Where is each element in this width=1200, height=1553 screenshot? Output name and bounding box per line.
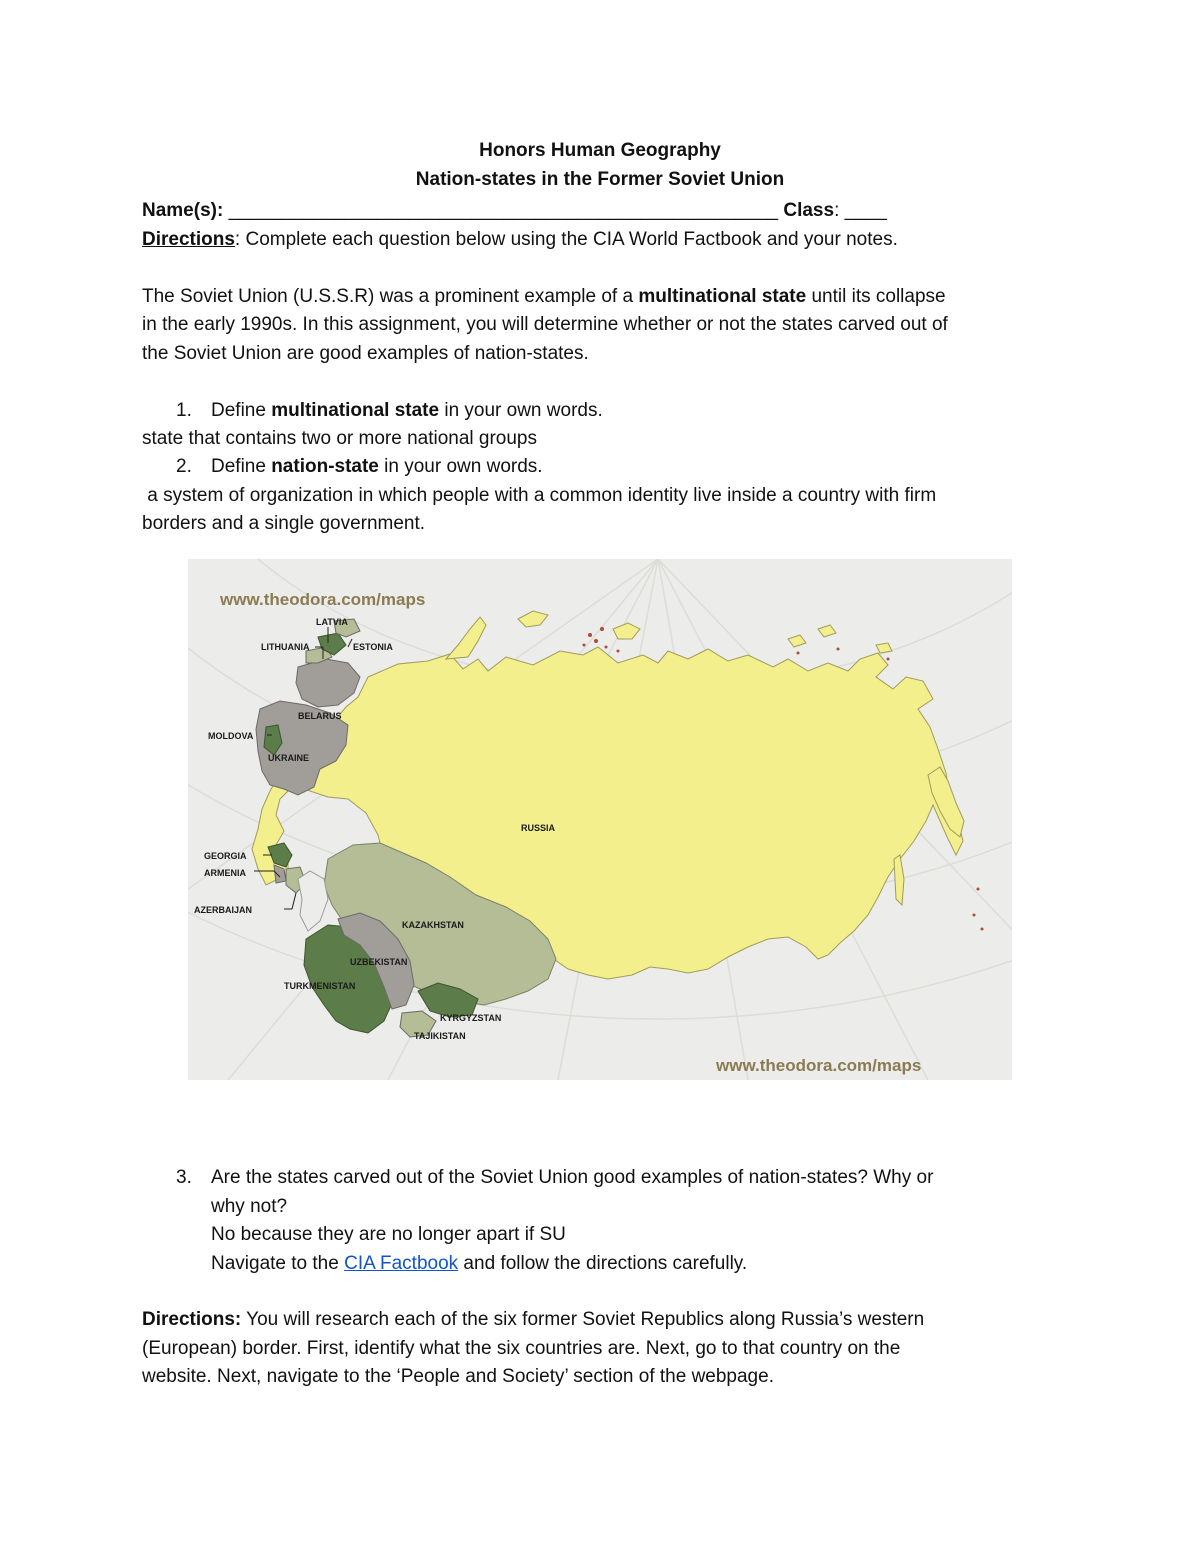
intro-line-2: in the early 1990s. In this assignment, you will determine whether or not the states carved out of [142,314,948,335]
map-svg [188,559,1012,1080]
label-georgia: GEORGIA [204,851,247,861]
label-armenia: ARMENIA [204,868,246,878]
label-lithuania: LITHUANIA [261,642,310,652]
label-moldova: MOLDOVA [208,731,254,741]
directions2-line-2: (European) border. First, identify what the six countries are. Next, go to that country on the [142,1338,901,1359]
caspian-sea [298,871,328,931]
label-russia: RUSSIA [521,823,556,833]
soviet-union-map [188,559,1012,1080]
label-ukraine: UKRAINE [268,753,310,763]
question-2-answer-line-1[interactable]: a system of organization in which people with a common identity live inside a country with firm [142,485,937,506]
label-latvia: LATVIA [316,617,348,627]
q1-term: multinational state [271,400,440,421]
question-1-text [211,397,603,425]
question-1-number: 1. [176,400,192,421]
cia-factbook-link[interactable]: CIA Factbook [344,1253,459,1274]
directions-text: : Complete each question below using the CIA World Factbook and your notes. [234,229,898,250]
directions-line [142,226,898,254]
label-kazakhstan: KAZAKHSTAN [402,920,464,930]
label-uzbekistan: UZBEKISTAN [350,957,408,967]
page-title: Nation-states in the Former Soviet Union [415,169,785,190]
label-turkmenistan: TURKMENISTAN [284,981,356,991]
intro-line-1 [142,283,946,311]
directions2-line-1 [142,1306,924,1334]
q1-post: in your own words. [439,400,603,421]
question-3-text-line-1: Are the states carved out of the Soviet Union good examples of nation-states? Why or [211,1167,934,1188]
label-azerbaijan: AZERBAIJAN [194,905,253,915]
intro-text-b: until its collapse [806,286,946,307]
intro-line-3: the Soviet Union are good examples of nation-states. [142,343,589,364]
name-class-line [142,197,887,225]
class-label: Class [783,200,835,221]
navigate-line [211,1250,747,1278]
class-colon: : [834,200,840,221]
label-estonia: ESTONIA [353,642,393,652]
directions2-text-1: You will research each of the six former Soviet Republics along Russia’s western [241,1309,925,1330]
question-2-number: 2. [176,456,192,477]
question-3-number: 3. [176,1167,192,1188]
directions-label: Directions [142,229,235,250]
label-kyrgyzstan: KYRGYZSTAN [440,1013,502,1023]
question-1-answer[interactable]: state that contains two or more national groups [142,428,538,449]
q2-pre: Define [211,456,272,477]
question-2-text [211,453,543,481]
watermark-top: www.theodora.com/maps [220,590,426,609]
label-belarus: BELARUS [298,711,342,721]
question-3-answer[interactable]: No because they are no longer apart if SU [211,1224,566,1245]
name-blank[interactable]: ____________________________________________________ [228,200,779,221]
class-blank[interactable]: ____ [844,200,887,221]
navigate-pre: Navigate to the [211,1253,345,1274]
sakhalin-region [894,855,904,905]
intro-text-a: The Soviet Union (U.S.S.R) was a prominent example of a [142,286,639,307]
watermark-bottom: www.theodora.com/maps [716,1056,922,1075]
navigate-post: and follow the directions carefully. [458,1253,748,1274]
directions2-label: Directions: [142,1309,242,1330]
course-title: Honors Human Geography [479,140,721,161]
name-label: Name(s): [142,200,224,221]
q2-post: in your own words. [378,456,543,477]
question-3-text-line-2: why not? [211,1196,288,1217]
q2-term: nation-state [271,456,379,477]
directions2-line-3: website. Next, navigate to the ‘People and Society’ section of the webpage. [142,1366,774,1387]
intro-bold-term: multinational state [638,286,807,307]
q1-pre: Define [211,400,272,421]
label-tajikistan: TAJIKISTAN [414,1031,466,1041]
question-2-answer-line-2[interactable]: borders and a single government. [142,513,426,534]
belarus-region [296,659,360,707]
